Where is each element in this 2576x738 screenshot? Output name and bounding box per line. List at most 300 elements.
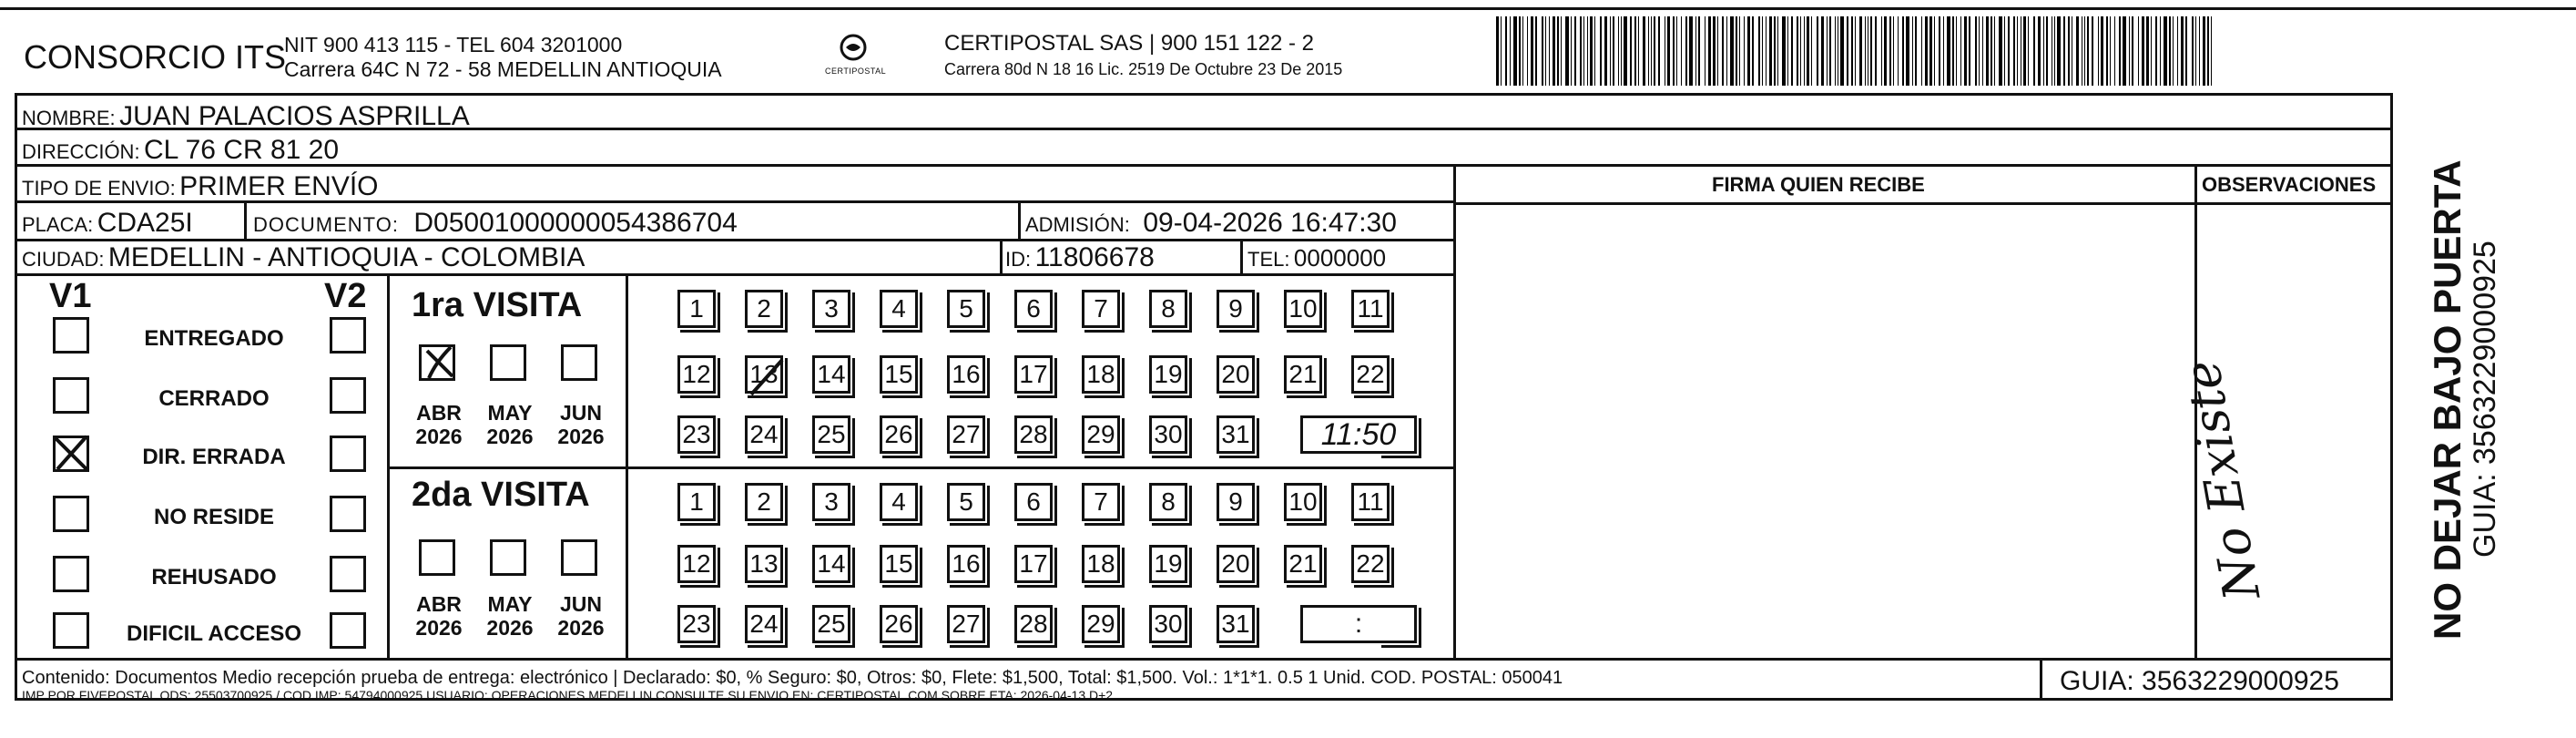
day-box[interactable] — [745, 605, 783, 643]
barcode-bar — [2092, 16, 2093, 86]
nombre-value: JUAN PALACIOS ASPRILLA — [119, 101, 470, 131]
day-box[interactable] — [947, 415, 985, 454]
id-label: ID: — [1005, 248, 1032, 271]
day-number: 14 — [817, 360, 846, 388]
month-checkbox[interactable] — [561, 344, 597, 381]
month-checkbox[interactable] — [490, 539, 526, 576]
day-number: 7 — [1094, 487, 1108, 516]
month-label — [554, 592, 608, 641]
barcode-bar — [1610, 16, 1611, 86]
day-box[interactable] — [1149, 545, 1187, 583]
barcode-bar — [1807, 16, 1809, 86]
day-box[interactable] — [1082, 415, 1120, 454]
day-number: 24 — [749, 610, 779, 638]
day-box[interactable] — [745, 483, 783, 521]
day-box[interactable] — [745, 290, 783, 328]
barcode-bar — [1676, 16, 1677, 86]
barcode-bar — [1519, 16, 1521, 86]
tipo-field — [22, 173, 379, 200]
barcode-bar — [2199, 16, 2200, 86]
month-name: MAY — [487, 592, 533, 616]
day-number: 8 — [1161, 294, 1176, 323]
day-number: 11 — [1357, 487, 1384, 516]
day-number: 9 — [1228, 487, 1243, 516]
row-line-2 — [15, 164, 2393, 167]
day-box[interactable] — [1217, 415, 1255, 454]
barcode-bar — [1747, 16, 1750, 86]
month-checkbox[interactable] — [561, 539, 597, 576]
barcode-bar — [2110, 16, 2111, 86]
day-number: 13 — [749, 549, 779, 578]
barcode-bar — [2138, 16, 2139, 86]
barcode-bar — [2173, 16, 2174, 86]
day-number: 8 — [1161, 487, 1176, 516]
day-box[interactable] — [1149, 415, 1187, 454]
day-number: 27 — [952, 610, 981, 638]
barcode-bar — [1730, 16, 1734, 86]
day-number: 4 — [891, 487, 906, 516]
month-checkbox[interactable] — [490, 344, 526, 381]
v1-checkbox[interactable] — [53, 317, 89, 354]
day-box[interactable] — [812, 483, 850, 521]
barcode-bar — [1884, 16, 1887, 86]
barcode-bar — [1744, 16, 1745, 86]
barcode-bar — [1722, 16, 1724, 86]
barcode-bar — [1804, 16, 1805, 86]
barcode-bar — [1553, 16, 1555, 86]
ciudad-value: MEDELLIN - ANTIOQUIA - COLOMBIA — [107, 242, 585, 272]
barcode-bar — [1851, 16, 1853, 86]
tipo-label: TIPO DE ENVIO: — [22, 177, 176, 200]
barcode-bar — [1921, 16, 1922, 86]
barcode-bar — [2068, 16, 2070, 86]
barcode-bar — [2033, 16, 2035, 86]
day-number: 21 — [1288, 360, 1318, 388]
time-value: 11:50 — [1320, 416, 1397, 452]
barcode-bar — [1898, 16, 1899, 86]
day-box[interactable] — [1149, 290, 1187, 328]
documento-field — [253, 210, 738, 237]
day-number: 30 — [1154, 420, 1183, 448]
v2-checkbox[interactable] — [330, 556, 366, 592]
day-box[interactable] — [1217, 483, 1255, 521]
barcode-bar — [1651, 16, 1652, 86]
month-name: JUN — [559, 592, 602, 616]
firma-header-line — [1453, 202, 2393, 205]
day-box[interactable] — [1082, 483, 1120, 521]
day-box[interactable] — [1149, 483, 1187, 521]
day-box[interactable] — [812, 605, 850, 643]
certipostal-logo — [821, 31, 885, 82]
barcode-bar — [1840, 16, 1844, 86]
day-box[interactable] — [812, 415, 850, 454]
day-box[interactable] — [880, 290, 918, 328]
month-year: 2026 — [486, 425, 534, 449]
day-number: 5 — [959, 487, 973, 516]
day-number: 22 — [1356, 549, 1385, 578]
day-box[interactable] — [745, 415, 783, 454]
barcode-bar — [1726, 16, 1727, 86]
barcode-bar — [1634, 16, 1636, 86]
day-number: 24 — [749, 420, 779, 448]
barcode-bar — [1982, 16, 1983, 86]
check-x-icon — [50, 433, 92, 473]
day-box[interactable] — [880, 483, 918, 521]
month-year: 2026 — [415, 425, 463, 449]
v1-checkbox[interactable] — [53, 496, 89, 532]
day-number: 4 — [891, 294, 906, 323]
time-box[interactable] — [1300, 415, 1417, 454]
top-rule — [0, 7, 2576, 10]
barcode-bar — [1600, 16, 1602, 86]
day-box[interactable] — [880, 355, 918, 394]
day-number: 31 — [1221, 610, 1250, 638]
v1-checkbox[interactable] — [53, 612, 89, 649]
day-box[interactable] — [812, 545, 850, 583]
barcode-bar — [1531, 16, 1533, 86]
day-box[interactable] — [1014, 605, 1053, 643]
day-number: 13 — [749, 360, 779, 388]
day-number: 15 — [884, 360, 913, 388]
second-visit-title: 2da VISITA — [412, 476, 590, 514]
barcode-bar — [1557, 16, 1559, 86]
day-box[interactable] — [1217, 355, 1255, 394]
placa-label: PLACA: — [22, 213, 94, 236]
day-number: 18 — [1086, 549, 1115, 578]
placa-value: CDA25I — [97, 208, 193, 238]
day-number: 16 — [952, 360, 981, 388]
barcode-bar — [1698, 16, 1700, 86]
day-number: 7 — [1094, 294, 1108, 323]
day-box[interactable] — [677, 605, 716, 643]
firma-label: FIRMA QUIEN RECIBE — [1712, 173, 1925, 196]
direccion-value: CL 76 CR 81 20 — [144, 135, 340, 165]
day-box[interactable] — [1217, 290, 1255, 328]
barcode-bar — [1847, 16, 1848, 86]
direccion-label: DIRECCIÓN: — [22, 140, 140, 163]
documento-value: D05001000000054386704 — [413, 208, 738, 238]
row-line-5 — [15, 273, 1453, 276]
barcode-bar — [1571, 16, 1572, 86]
barcode-bar — [1681, 16, 1682, 86]
day-box[interactable] — [677, 355, 716, 394]
barcode-bar — [1510, 16, 1511, 86]
barcode-bar — [1587, 16, 1588, 86]
barcode-bar — [1527, 16, 1528, 86]
day-box[interactable] — [1284, 483, 1322, 521]
day-box[interactable] — [1217, 545, 1255, 583]
day-number: 30 — [1154, 610, 1183, 638]
barcode-bar — [1769, 16, 1772, 86]
day-number: 9 — [1228, 294, 1243, 323]
day-number: 1 — [689, 294, 704, 323]
postal-line2: Carrera 80d N 18 16 Lic. 2519 De Octubre 23 De 2015 — [944, 60, 1343, 78]
day-box[interactable] — [880, 415, 918, 454]
barcode-bar — [2038, 16, 2041, 86]
day-box[interactable] — [947, 483, 985, 521]
barcode-bar — [1522, 16, 1523, 86]
day-box[interactable] — [1082, 605, 1120, 643]
check-x-icon — [418, 342, 460, 382]
day-number: 20 — [1221, 549, 1250, 578]
barcode-bar — [1667, 16, 1670, 86]
admision-field — [1025, 210, 1397, 237]
status-divider — [387, 273, 390, 658]
day-box[interactable] — [1014, 415, 1053, 454]
day-number: 23 — [682, 610, 711, 638]
barcode-bar — [1685, 16, 1687, 86]
admision-value: 09-04-2026 16:47:30 — [1143, 208, 1397, 238]
day-box[interactable] — [812, 355, 850, 394]
barcode-bar — [1574, 16, 1576, 86]
day-number: 22 — [1356, 360, 1385, 388]
barcode-bar — [1630, 16, 1632, 86]
barcode-bar — [1859, 16, 1862, 86]
day-box[interactable] — [1351, 545, 1390, 583]
barcode-bar — [1549, 16, 1550, 86]
barcode-bar — [2195, 16, 2196, 86]
barcode-bar — [1912, 16, 1913, 86]
barcode-bar — [1906, 16, 1909, 86]
day-box[interactable] — [677, 290, 716, 328]
barcode-bar — [1618, 16, 1619, 86]
time-box[interactable] — [1300, 605, 1417, 643]
day-box[interactable] — [745, 545, 783, 583]
day-box[interactable] — [1014, 483, 1053, 521]
day-number: 29 — [1086, 420, 1115, 448]
barcode-bar — [2129, 16, 2130, 86]
barcode-bar — [1870, 16, 1872, 86]
barcode-bar — [1736, 16, 1737, 86]
ciudad-label: CIUDAD: — [22, 248, 105, 271]
day-number: 25 — [817, 420, 846, 448]
tel-value: 0000000 — [1293, 244, 1387, 272]
barcode-bar — [1787, 16, 1788, 86]
day-x-icon — [744, 354, 789, 400]
barcode-bar — [1766, 16, 1767, 86]
barcode-bar — [1835, 16, 1836, 86]
day-number: 16 — [952, 549, 981, 578]
barcode-bar — [2106, 16, 2108, 86]
nit-line: NIT 900 413 115 - TEL 604 3201000 — [284, 33, 623, 56]
barcode-bar — [1535, 16, 1537, 86]
day-box[interactable] — [1082, 545, 1120, 583]
day-box[interactable] — [677, 545, 716, 583]
barcode-bar — [1561, 16, 1562, 86]
v2-checkbox[interactable] — [330, 377, 366, 414]
v1-checkbox[interactable] — [53, 436, 89, 472]
day-number: 20 — [1221, 360, 1250, 388]
month-checkbox[interactable] — [419, 344, 455, 381]
v2-checkbox[interactable] — [330, 496, 366, 532]
guia-divider — [2040, 658, 2042, 701]
v1-checkbox[interactable] — [53, 556, 89, 592]
day-box[interactable] — [677, 483, 716, 521]
barcode-bar — [2142, 16, 2144, 86]
barcode-bar — [1881, 16, 1882, 86]
documento-label: DOCUMENTO: — [253, 213, 399, 236]
barcode-bar — [1943, 16, 1944, 86]
first-visit-title: 1ra VISITA — [412, 286, 583, 324]
barcode-bar — [1947, 16, 1950, 86]
barcode-bar — [1565, 16, 1569, 86]
logo-caption: CERTIPOSTAL — [825, 67, 887, 76]
barcode-bar — [1902, 16, 1904, 86]
barcode-bar — [2169, 16, 2171, 86]
tel-field — [1247, 246, 1386, 270]
day-box[interactable] — [1014, 545, 1053, 583]
barcode-bar — [2155, 16, 2157, 86]
month-label — [412, 592, 466, 641]
row-line-4 — [15, 239, 1453, 241]
barcode-bar — [2207, 16, 2209, 86]
visit-title-divider — [626, 273, 628, 658]
ciudad-field — [22, 244, 585, 272]
day-box[interactable] — [947, 355, 985, 394]
firma-left-line — [1453, 164, 1456, 658]
day-number: 12 — [682, 549, 711, 578]
id-field — [1005, 244, 1155, 272]
nombre-field — [22, 103, 470, 130]
barcode-bar — [1580, 16, 1582, 86]
day-box[interactable] — [1284, 355, 1322, 394]
barcode-bar — [1889, 16, 1891, 86]
day-number: 6 — [1026, 294, 1041, 323]
day-box[interactable] — [745, 355, 783, 394]
barcode-bar — [2123, 16, 2126, 86]
time-value: : — [1354, 609, 1363, 639]
day-box[interactable] — [1351, 483, 1390, 521]
month-label — [483, 401, 537, 449]
day-box[interactable] — [1082, 290, 1120, 328]
day-box[interactable] — [1149, 355, 1187, 394]
barcode-bar — [2151, 16, 2152, 86]
observaciones-handwriting — [2173, 328, 2275, 620]
barcode-bar — [2084, 16, 2085, 86]
nombre-label: NOMBRE: — [22, 107, 116, 129]
day-box[interactable] — [947, 290, 985, 328]
day-number: 21 — [1288, 549, 1318, 578]
barcode-bar — [1875, 16, 1877, 86]
day-box[interactable] — [1149, 605, 1187, 643]
tel-label: TEL: — [1247, 248, 1290, 271]
day-box[interactable] — [1014, 290, 1053, 328]
day-box[interactable] — [677, 415, 716, 454]
status-label: NO RESIDE — [153, 505, 275, 529]
footer-guia: GUIA: 3563229000925 — [2060, 666, 2339, 696]
day-number: 12 — [682, 360, 711, 388]
barcode-bar — [2054, 16, 2055, 86]
barcode-bar — [1964, 16, 1967, 86]
day-box[interactable] — [880, 605, 918, 643]
status-label: ENTREGADO — [144, 326, 284, 351]
barcode-bar — [2160, 16, 2161, 86]
barcode-bar — [1986, 16, 1989, 86]
month-checkbox[interactable] — [419, 539, 455, 576]
barcode-bar — [1777, 16, 1778, 86]
day-number: 26 — [884, 420, 913, 448]
barcode-bar — [2114, 16, 2115, 86]
day-box[interactable] — [1014, 355, 1053, 394]
day-number: 3 — [824, 294, 839, 323]
barcode-bar — [1791, 16, 1793, 86]
day-box[interactable] — [1284, 545, 1322, 583]
day-box[interactable] — [1082, 355, 1120, 394]
day-box[interactable] — [880, 545, 918, 583]
day-number: 2 — [757, 294, 771, 323]
day-box[interactable] — [1351, 290, 1390, 328]
day-number: 28 — [1019, 420, 1048, 448]
barcode-bar — [2087, 16, 2089, 86]
observaciones-label: OBSERVACIONES — [2202, 173, 2377, 196]
barcode-bar — [1934, 16, 1935, 86]
day-number: 5 — [959, 294, 973, 323]
day-number: 10 — [1288, 487, 1318, 516]
v2-checkbox[interactable] — [330, 317, 366, 354]
day-number: 17 — [1019, 360, 1048, 388]
barcode-bar — [1545, 16, 1546, 86]
barcode-bar — [1695, 16, 1696, 86]
day-box[interactable] — [812, 290, 850, 328]
day-number: 25 — [817, 610, 846, 638]
v1-checkbox[interactable] — [53, 377, 89, 414]
barcode-bar — [1717, 16, 1718, 86]
day-number: 6 — [1026, 487, 1041, 516]
barcode-bar — [2119, 16, 2121, 86]
day-box[interactable] — [947, 545, 985, 583]
day-number: 10 — [1288, 294, 1318, 323]
barcode-bar — [2132, 16, 2133, 86]
barcode-bar — [1621, 16, 1622, 86]
day-number: 18 — [1086, 360, 1115, 388]
barcode-bar — [1827, 16, 1828, 86]
barcode-bar — [1689, 16, 1693, 86]
barcode-bar — [1855, 16, 1856, 86]
barcode-bar — [2101, 16, 2103, 86]
barcode-bar — [1939, 16, 1940, 86]
day-number: 3 — [824, 487, 839, 516]
barcode-bar — [2046, 16, 2048, 86]
side-warning: NO DEJAR BAJO PUERTA — [2426, 159, 2469, 640]
barcode-bar — [1817, 16, 1818, 86]
day-number: 31 — [1221, 420, 1250, 448]
v2-label: V2 — [324, 277, 367, 315]
barcode-bar — [1952, 16, 1954, 86]
barcode-bar — [2098, 16, 2099, 86]
day-box[interactable] — [1217, 605, 1255, 643]
barcode-bar — [2192, 16, 2194, 86]
barcode-bar — [1994, 16, 1995, 86]
barcode-bar — [1590, 16, 1593, 86]
v2-checkbox[interactable] — [330, 436, 366, 472]
tipo-value: PRIMER ENVÍO — [179, 171, 379, 201]
postal-line1: CERTIPOSTAL SAS | 900 151 122 - 2 — [944, 31, 1314, 56]
v2-checkbox[interactable] — [330, 612, 366, 649]
barcode-bar — [2023, 16, 2026, 86]
day-box[interactable] — [1284, 290, 1322, 328]
month-year: 2026 — [486, 616, 534, 641]
barcode-bar — [1752, 16, 1754, 86]
barcode-bar — [1501, 16, 1502, 86]
barcode-bar — [2211, 16, 2212, 86]
day-box[interactable] — [947, 605, 985, 643]
day-box[interactable] — [1351, 355, 1390, 394]
barcode-bar — [2063, 16, 2065, 86]
status-label: REHUSADO — [151, 565, 277, 589]
day-number: 14 — [817, 549, 846, 578]
barcode-bar — [1583, 16, 1584, 86]
tel-divider — [1240, 239, 1243, 273]
